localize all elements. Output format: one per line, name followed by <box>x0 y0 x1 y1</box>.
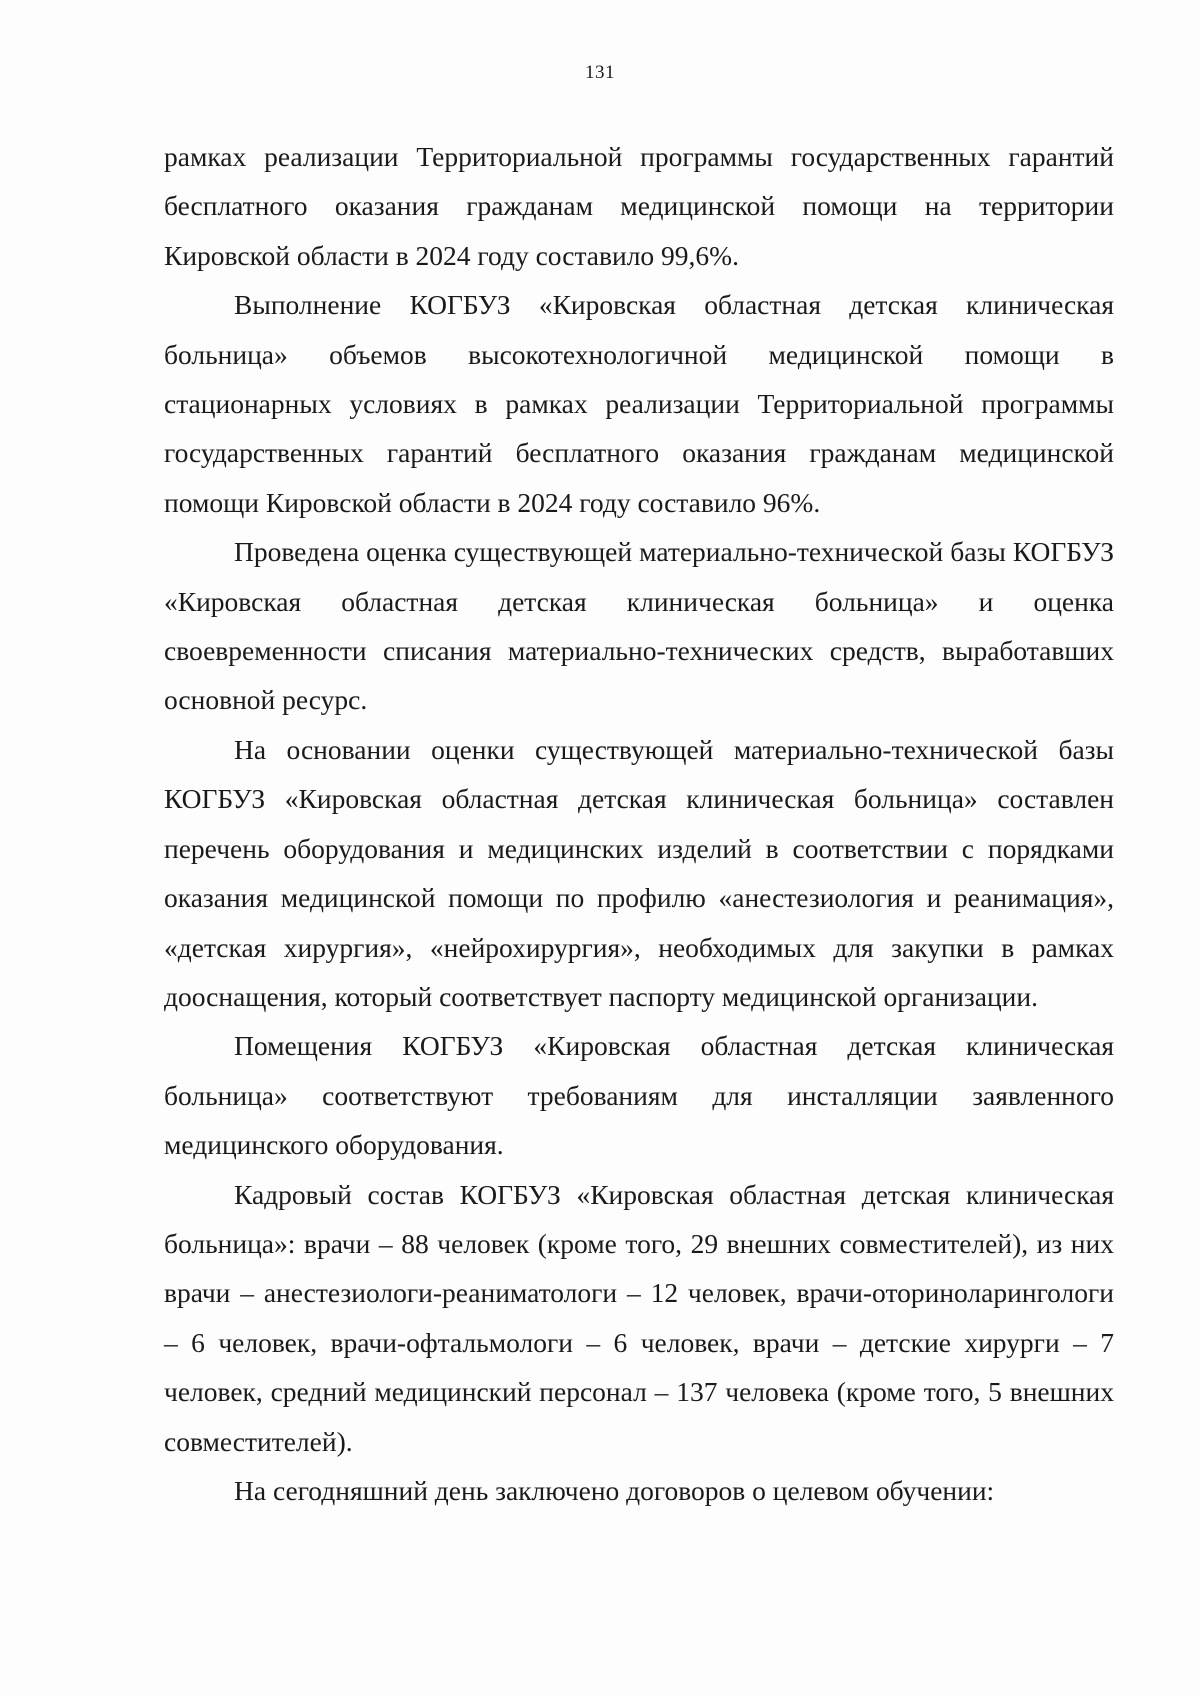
paragraph-high-tech-care: Выполнение КОГБУЗ «Кировская областная детская клиническая больница» объемов высокотехнологичной медицинской помощи в стационарных условиях в рамках реализации Территориальной программы государственных гарантий бесплатного оказания гражданам медицинской помощи Кировской области в 2024 году составило 96%. <box>164 289 1114 518</box>
paragraph-assessment: Проведена оценка существующей материально-технической базы КОГБУЗ «Кировская областная детская клиническая больница» и оценка своевременности списания материально-технических средств, выработавших основной ресурс. <box>164 536 1114 716</box>
page-number: 131 <box>585 62 615 83</box>
paragraph-premises: Помещения КОГБУЗ «Кировская областная детская клиническая больница» соответствуют требованиям для инсталляции заявленного медицинского оборудования. <box>164 1030 1114 1161</box>
paragraph-equipment-list: На основании оценки существующей материально-технической базы КОГБУЗ «Кировская областная детская клиническая больница» составлен перечень оборудования и медицинских изделий в соответствии с порядками оказания медицинской помощи по профилю «анестезиология и реанимация», «детская хирургия», «нейрохирургия», необходимых для закупки в рамках дооснащения, который соответствует паспорту медицинской организации. <box>164 733 1114 1012</box>
paragraph-staff: Кадровый состав КОГБУЗ «Кировская областная детская клиническая больница»: врачи – 88 человек (кроме того, 29 внешних совместителей), из них врачи – анестезиологи-реаниматологи – 12 человек, врачи-оториноларингологи – 6 человек, врачи-офтальмологи – 6 человек, врачи – детские хирурги – 7 человек, средний медицинский персонал – 137 человека (кроме того, 5 внешних совместителей). <box>164 1178 1114 1457</box>
paragraph-continuation: рамках реализации Территориальной программы государственных гарантий бесплатного оказания гражданам медицинской помощи на территории Кировской области в 2024 году составило 99,6%. <box>164 141 1114 271</box>
paragraph-target-training: На сегодняшний день заключено договоров о целевом обучении: <box>234 1474 995 1506</box>
document-body <box>164 132 1114 1515</box>
